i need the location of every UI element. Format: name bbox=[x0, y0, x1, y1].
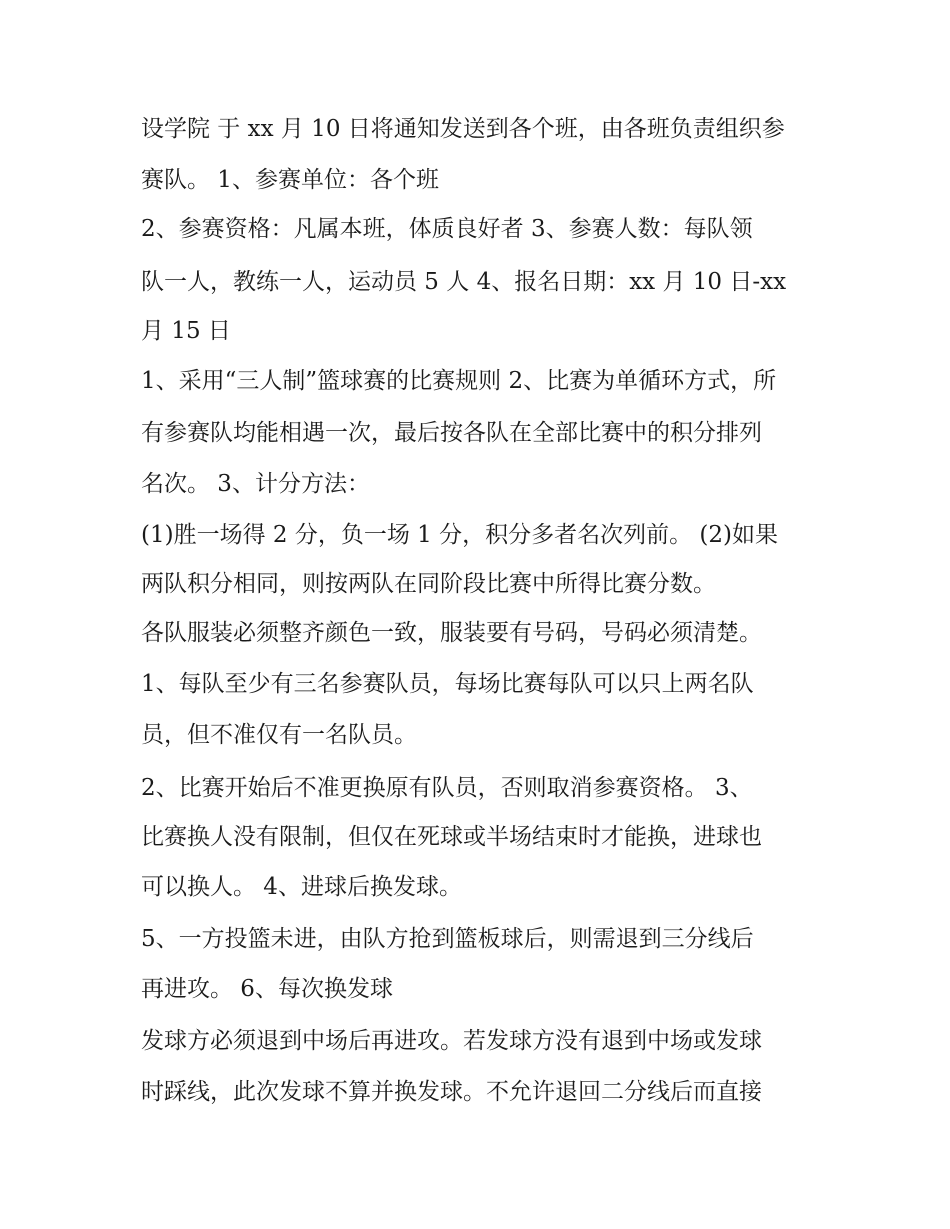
text-line: 两队积分相同，则按两队在同阶段比赛中所得比赛分数。 bbox=[141, 571, 716, 597]
text-line: 月 15 日 bbox=[141, 318, 231, 344]
text-line: 名次。 3、计分方法： bbox=[141, 471, 370, 497]
text-line: 2、比赛开始后不准更换原有队员，否则取消参赛资格。 3、 bbox=[141, 775, 753, 801]
text-line: 时踩线，此次发球不算并换发球。不允许退回二分线后而直接 bbox=[141, 1079, 762, 1105]
text-line: (1)胜一场得 2 分，负一场 1 分，积分多者名次列前。 (2)如果 bbox=[141, 522, 778, 548]
text-line: 比赛换人没有限制，但仅在死球或半场结束时才能换，进球也 bbox=[141, 824, 762, 850]
text-line: 可以换人。 4、进球后换发球。 bbox=[141, 874, 462, 900]
text-line: 发球方必须退到中场后再进攻。若发球方没有退到中场或发球 bbox=[141, 1028, 762, 1054]
text-line: 2、参赛资格：凡属本班，体质良好者 3、参赛人数：每队领 bbox=[141, 216, 753, 242]
text-line: 员，但不准仅有一名队员。 bbox=[141, 722, 417, 748]
text-line: 1、每队至少有三名参赛队员，每场比赛每队可以只上两名队 bbox=[141, 671, 754, 697]
text-line: 赛队。 1、参赛单位：各个班 bbox=[141, 167, 439, 193]
text-line: 5、一方投篮未进，由队方抢到篮板球后，则需退到三分线后 bbox=[141, 926, 754, 952]
text-line: 队一人，教练一人，运动员 5 人 4、报名日期：xx 月 10 日-xx bbox=[141, 269, 787, 295]
text-line: 各队服装必须整齐颜色一致，服装要有号码，号码必须清楚。 bbox=[141, 620, 762, 646]
text-line: 有参赛队均能相遇一次，最后按各队在全部比赛中的积分排列 bbox=[141, 420, 762, 446]
text-line: 再进攻。 6、每次换发球 bbox=[141, 976, 393, 1002]
text-line: 1、采用“三人制”篮球赛的比赛规则 2、比赛为单循环方式，所 bbox=[141, 368, 777, 394]
text-line: 设学院 于 xx 月 10 日将通知发送到各个班，由各班负责组织参 bbox=[141, 116, 785, 142]
